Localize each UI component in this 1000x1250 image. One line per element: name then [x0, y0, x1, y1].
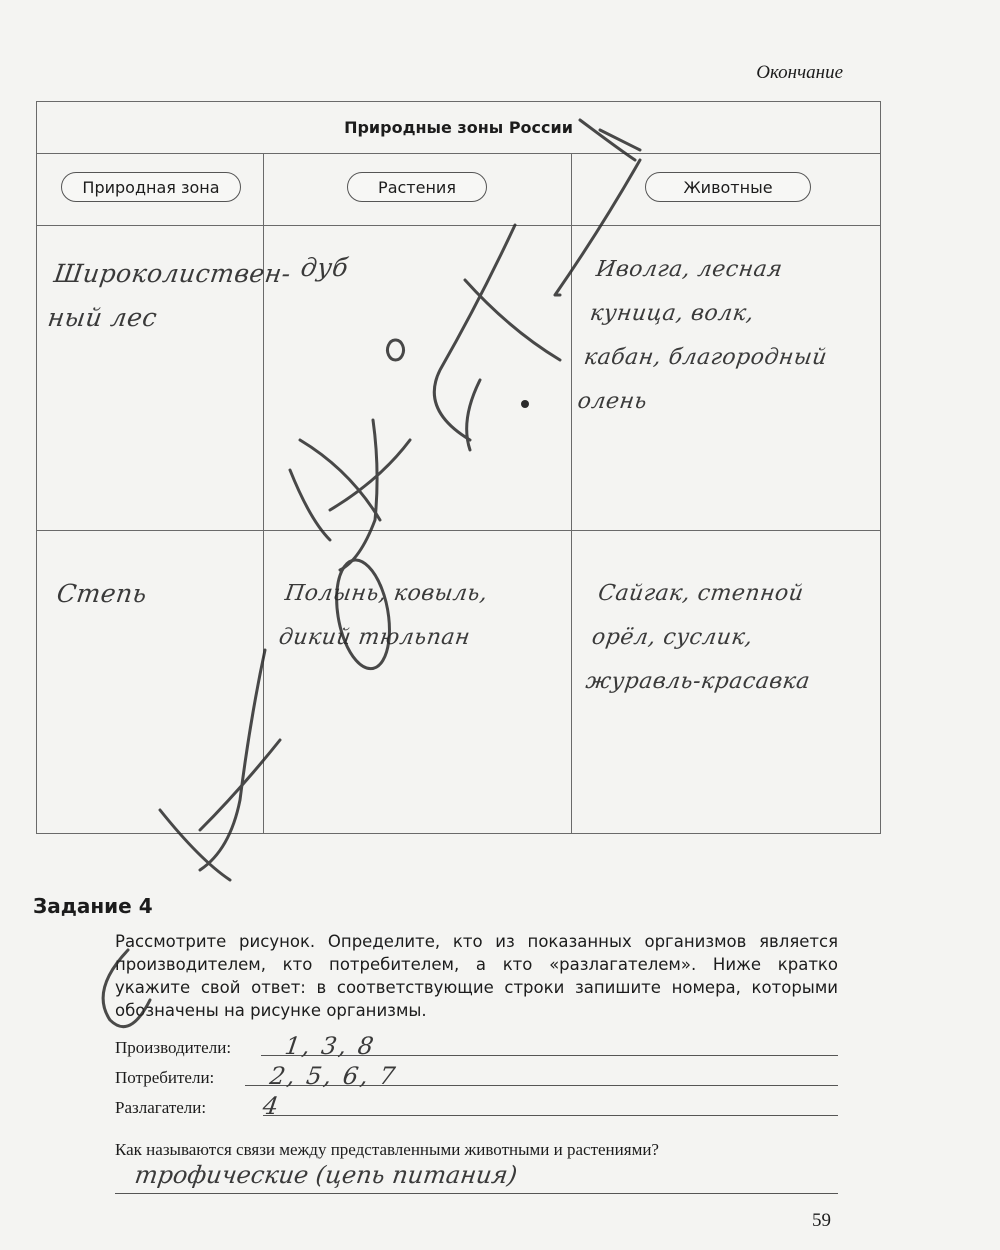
- answer-row-producers: Производители: 1, 3, 8: [115, 1030, 838, 1060]
- task-heading: Задание 4: [33, 894, 153, 918]
- producers-answer: 1, 3, 8: [283, 1032, 378, 1060]
- row1-zone-cell: Широколиствен- ный лес: [45, 259, 293, 332]
- row1-plants-cell: дуб: [299, 253, 351, 282]
- consumers-answer: 2, 5, 6, 7: [268, 1062, 399, 1090]
- column-header-zone: Природная зона: [61, 172, 241, 202]
- answer-line: [115, 1193, 838, 1194]
- row-divider: [37, 530, 880, 531]
- answer-row-consumers: Потребители: 2, 5, 6, 7: [115, 1060, 838, 1090]
- table-title: Природные зоны России: [37, 102, 880, 154]
- column-header-animals: Животные: [645, 172, 811, 202]
- header-row-divider: [37, 225, 880, 226]
- answer-row-decomposers: Разлагатели: 4: [115, 1090, 838, 1120]
- task-instructions: Рассмотрите рисунок. Определите, кто из показанных организмов является производителем, кто потребителем, а кто «разлагателем». Ниже кратко укажите свой ответ: в соответствующие строки запишите номера, которыми обозначены на рисунке организмы.: [115, 932, 838, 1020]
- row2-animals-cell: Сайгак, степной орёл, суслик, журавль-красавка: [584, 581, 812, 694]
- page-number: 59: [812, 1210, 831, 1231]
- food-chain-answer: трофические (цепь питания): [133, 1161, 519, 1189]
- column-header-plants: Растения: [347, 172, 487, 202]
- continuation-label: Окончание: [756, 62, 843, 83]
- row1-animals-cell: Иволга, лесная куница, волк, кабан, благородный олень: [576, 257, 829, 414]
- natural-zones-table: [36, 101, 881, 834]
- food-chain-question: Как называются связи между представленными животными и растениями?: [115, 1140, 659, 1159]
- decomposers-answer: 4: [261, 1092, 283, 1120]
- row2-zone-cell: Степь: [55, 579, 149, 608]
- column-divider: [571, 154, 572, 833]
- row2-plants-cell: Полынь, ковыль, дикий тюльпан: [277, 581, 490, 650]
